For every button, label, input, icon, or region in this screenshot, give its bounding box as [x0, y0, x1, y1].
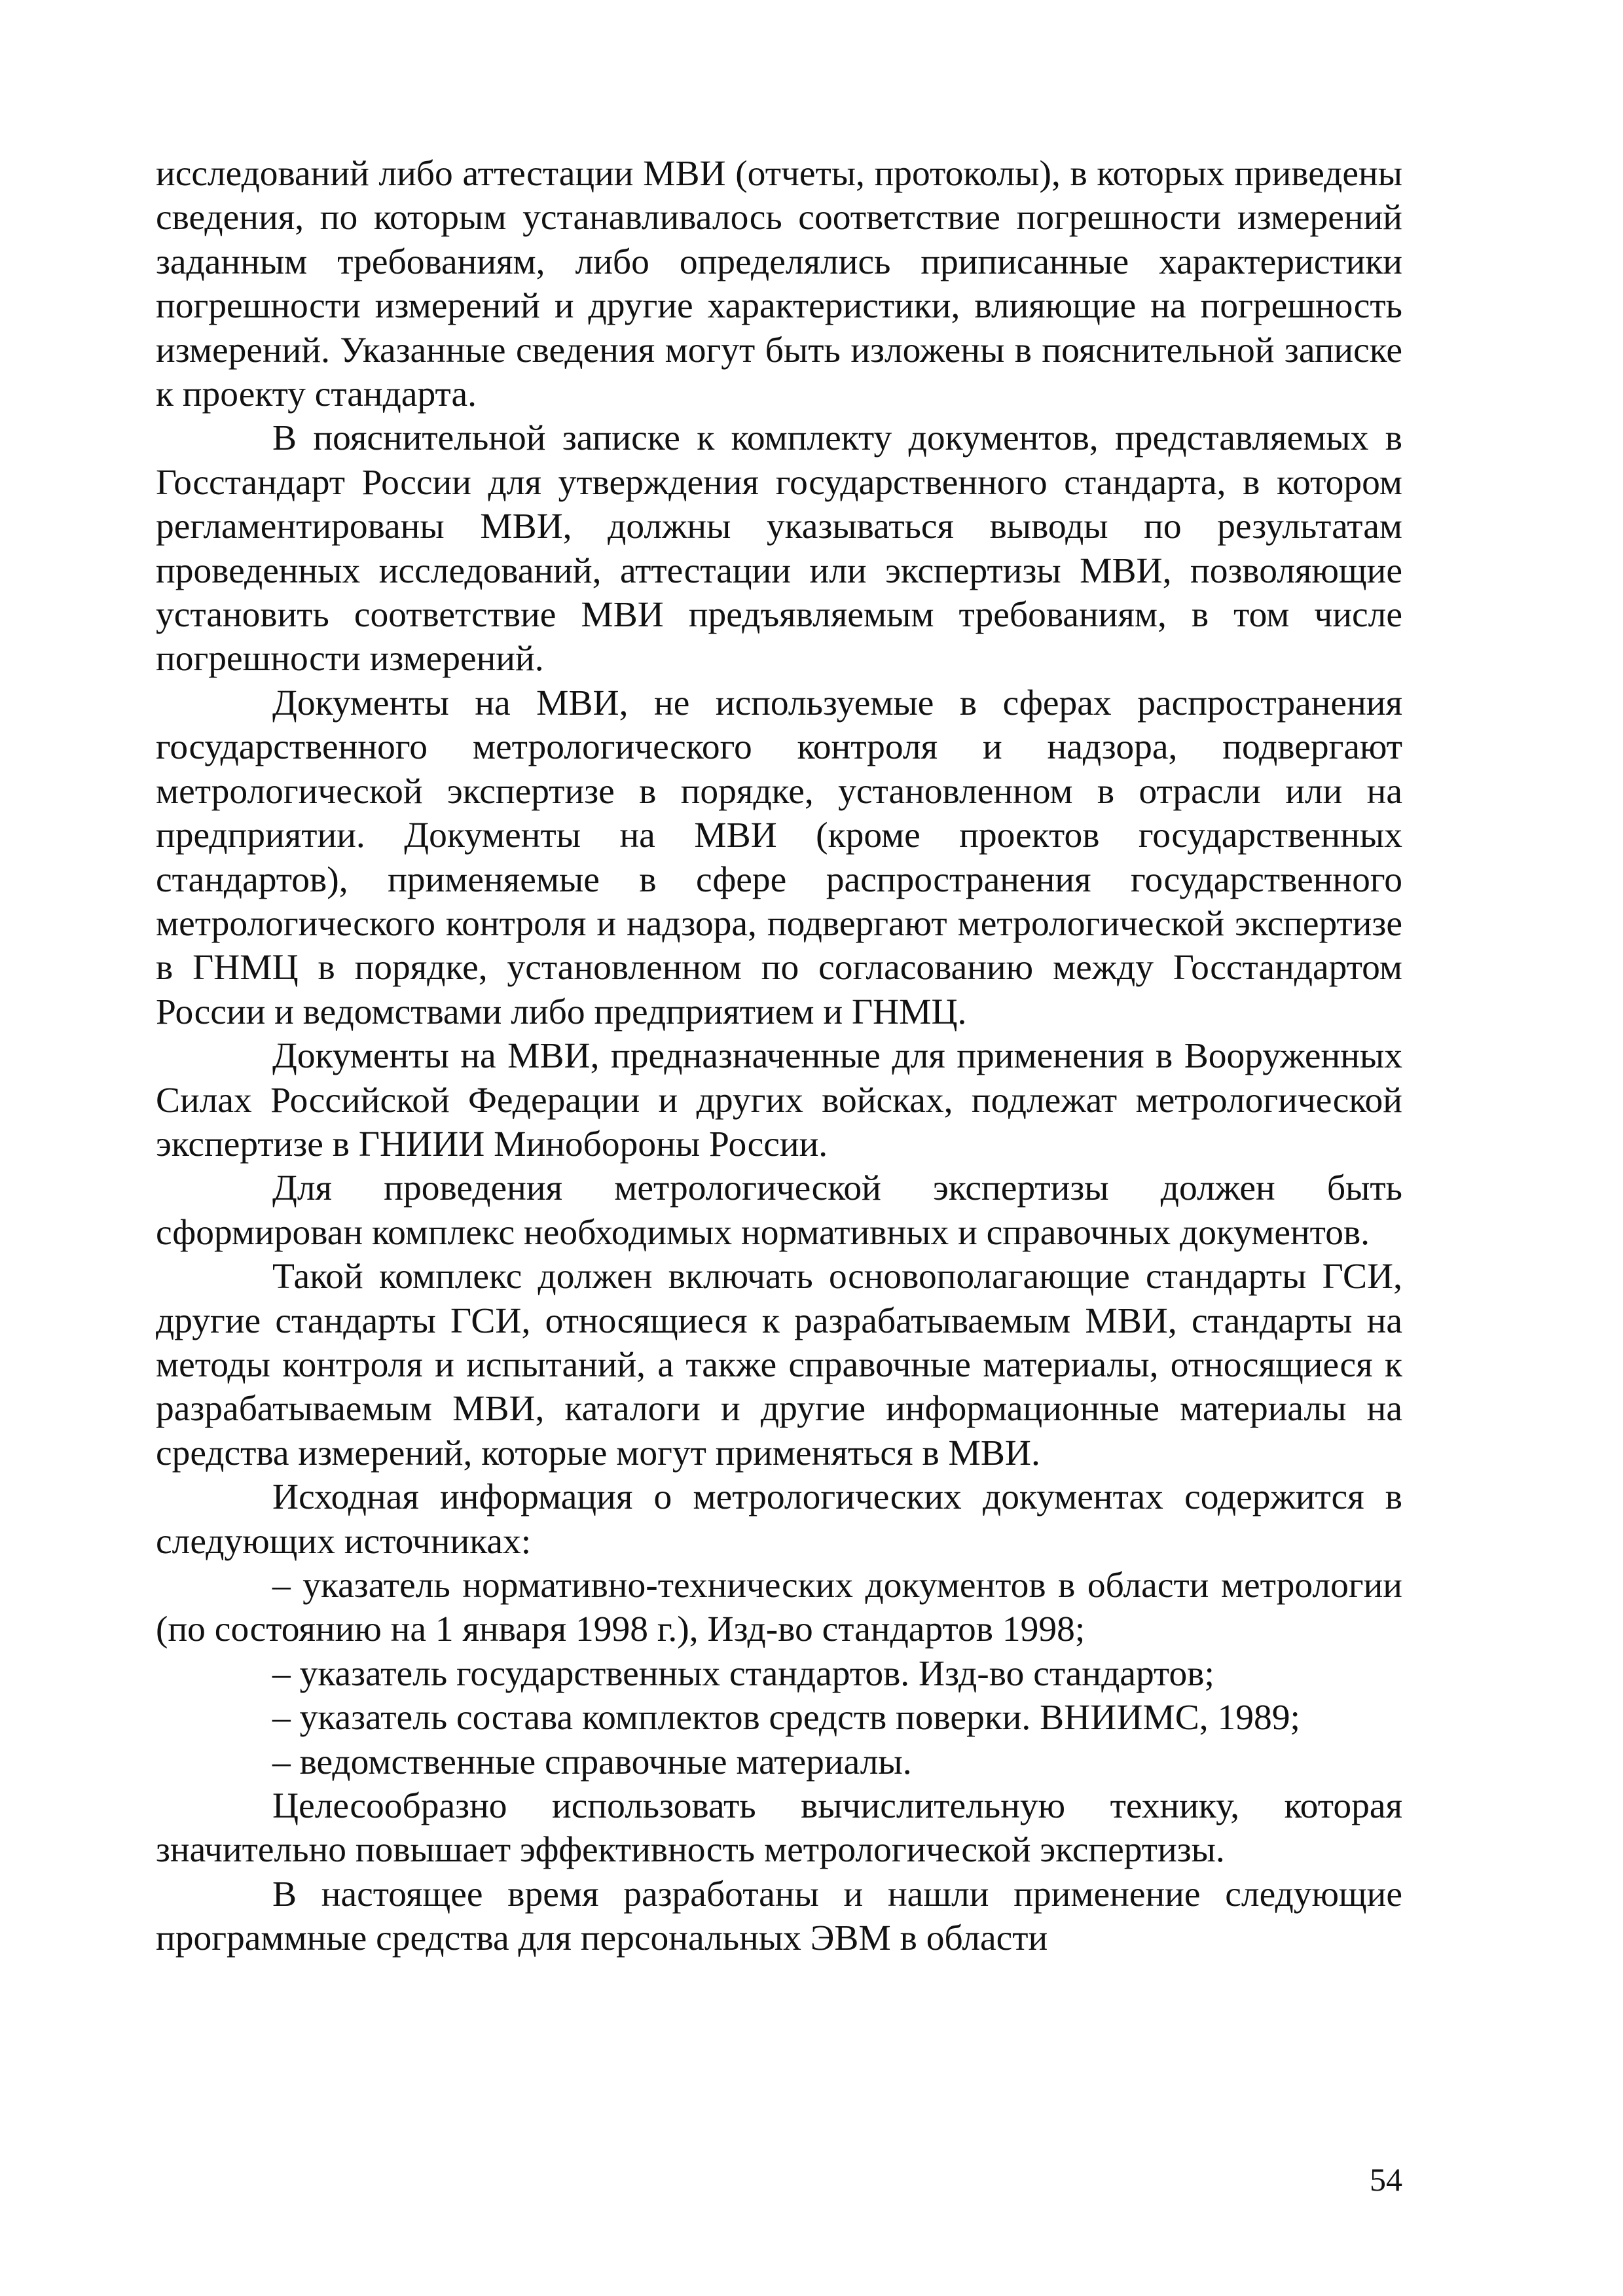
paragraph-set-contents: Такой комплекс должен включать основополагающие стандарты ГСИ, другие стандарты ГСИ, относящиеся к разрабатываемым МВИ, стандарты на методы контроля и испытаний, а также справочные материалы, относящиеся к разрабатываемым МВИ, каталоги и другие информационные материалы на средства измерений, которые могут применяться в МВИ.: [156, 1257, 1402, 1473]
paragraph-explanatory-note: В пояснительной записке к комплекту документов, представляемых в Госстандарт России для утверждения государственного стандарта, в котором регламентированы МВИ, должны указываться выводы по результатам проведенных исследований, аттестации или экспертизы МВИ, позволяющие установить соответствие МВИ предъявляемым требованиям, в том числе погрешности измерений.: [156, 418, 1402, 679]
paragraph-sources-intro: Исходная информация о метрологических документах содержится в следующих источниках:: [156, 1477, 1402, 1562]
paragraph-armed-forces: Документы на МВИ, предназначенные для применения в Вооруженных Силах Российской Федерации и других войсках, подлежат метрологической экспертизе в ГНИИИ Минобороны России.: [156, 1036, 1402, 1164]
list-item-verification-kits-index: – указатель состава комплектов средств поверки. ВНИИМС, 1989;: [272, 1698, 1300, 1738]
list-item-state-standards-index: – указатель государственных стандартов. Изд-во стандартов;: [272, 1653, 1214, 1694]
paragraph-continuation: исследований либо аттестации МВИ (отчеты, протоколы), в которых приведены сведения, по которым устанавливалось соответствие погрешности измерений заданным требованиям, либо определялись приписанные характеристики погрешности измерений и другие характеристики, влияющие на погрешность измерений. Указанные сведения могут быть изложены в пояснительной записке к проекту стандарта.: [156, 154, 1402, 415]
paragraph-expertise-order: Документы на МВИ, не используемые в сферах распространения государственного метрологического контроля и надзора, подвергают метрологической экспертизе в порядке, установленном в отрасли или на предприятии. Документы на МВИ (кроме проектов государственных стандартов), применяемые в сфере распространения государственного метрологического контроля и надзора, подвергают метрологической экспертизе в ГНМЦ в порядке, установленном по согласованию между Госстандартом России и ведомствами либо предприятием и ГНМЦ.: [156, 683, 1402, 1032]
document-body: [156, 152, 1402, 1961]
list-item-departmental-materials: – ведомственные справочные материалы.: [272, 1742, 912, 1782]
list-item-metrology-index: – указатель нормативно-технических документов в области метрологии (по состоянию на 1 января 1998 г.), Изд-во стандартов 1998;: [156, 1566, 1402, 1650]
paragraph-document-set: Для проведения метрологической экспертизы должен быть сформирован комплекс необходимых нормативных и справочных документов.: [156, 1168, 1402, 1253]
paragraph-computing: Целесообразно использовать вычислительную технику, которая значительно повышает эффективность метрологической экспертизы.: [156, 1786, 1402, 1871]
paragraph-software: В настоящее время разработаны и нашли применение следующие программные средства для персональных ЭВМ в области: [156, 1874, 1402, 1959]
page-number: 54: [1370, 2161, 1402, 2198]
